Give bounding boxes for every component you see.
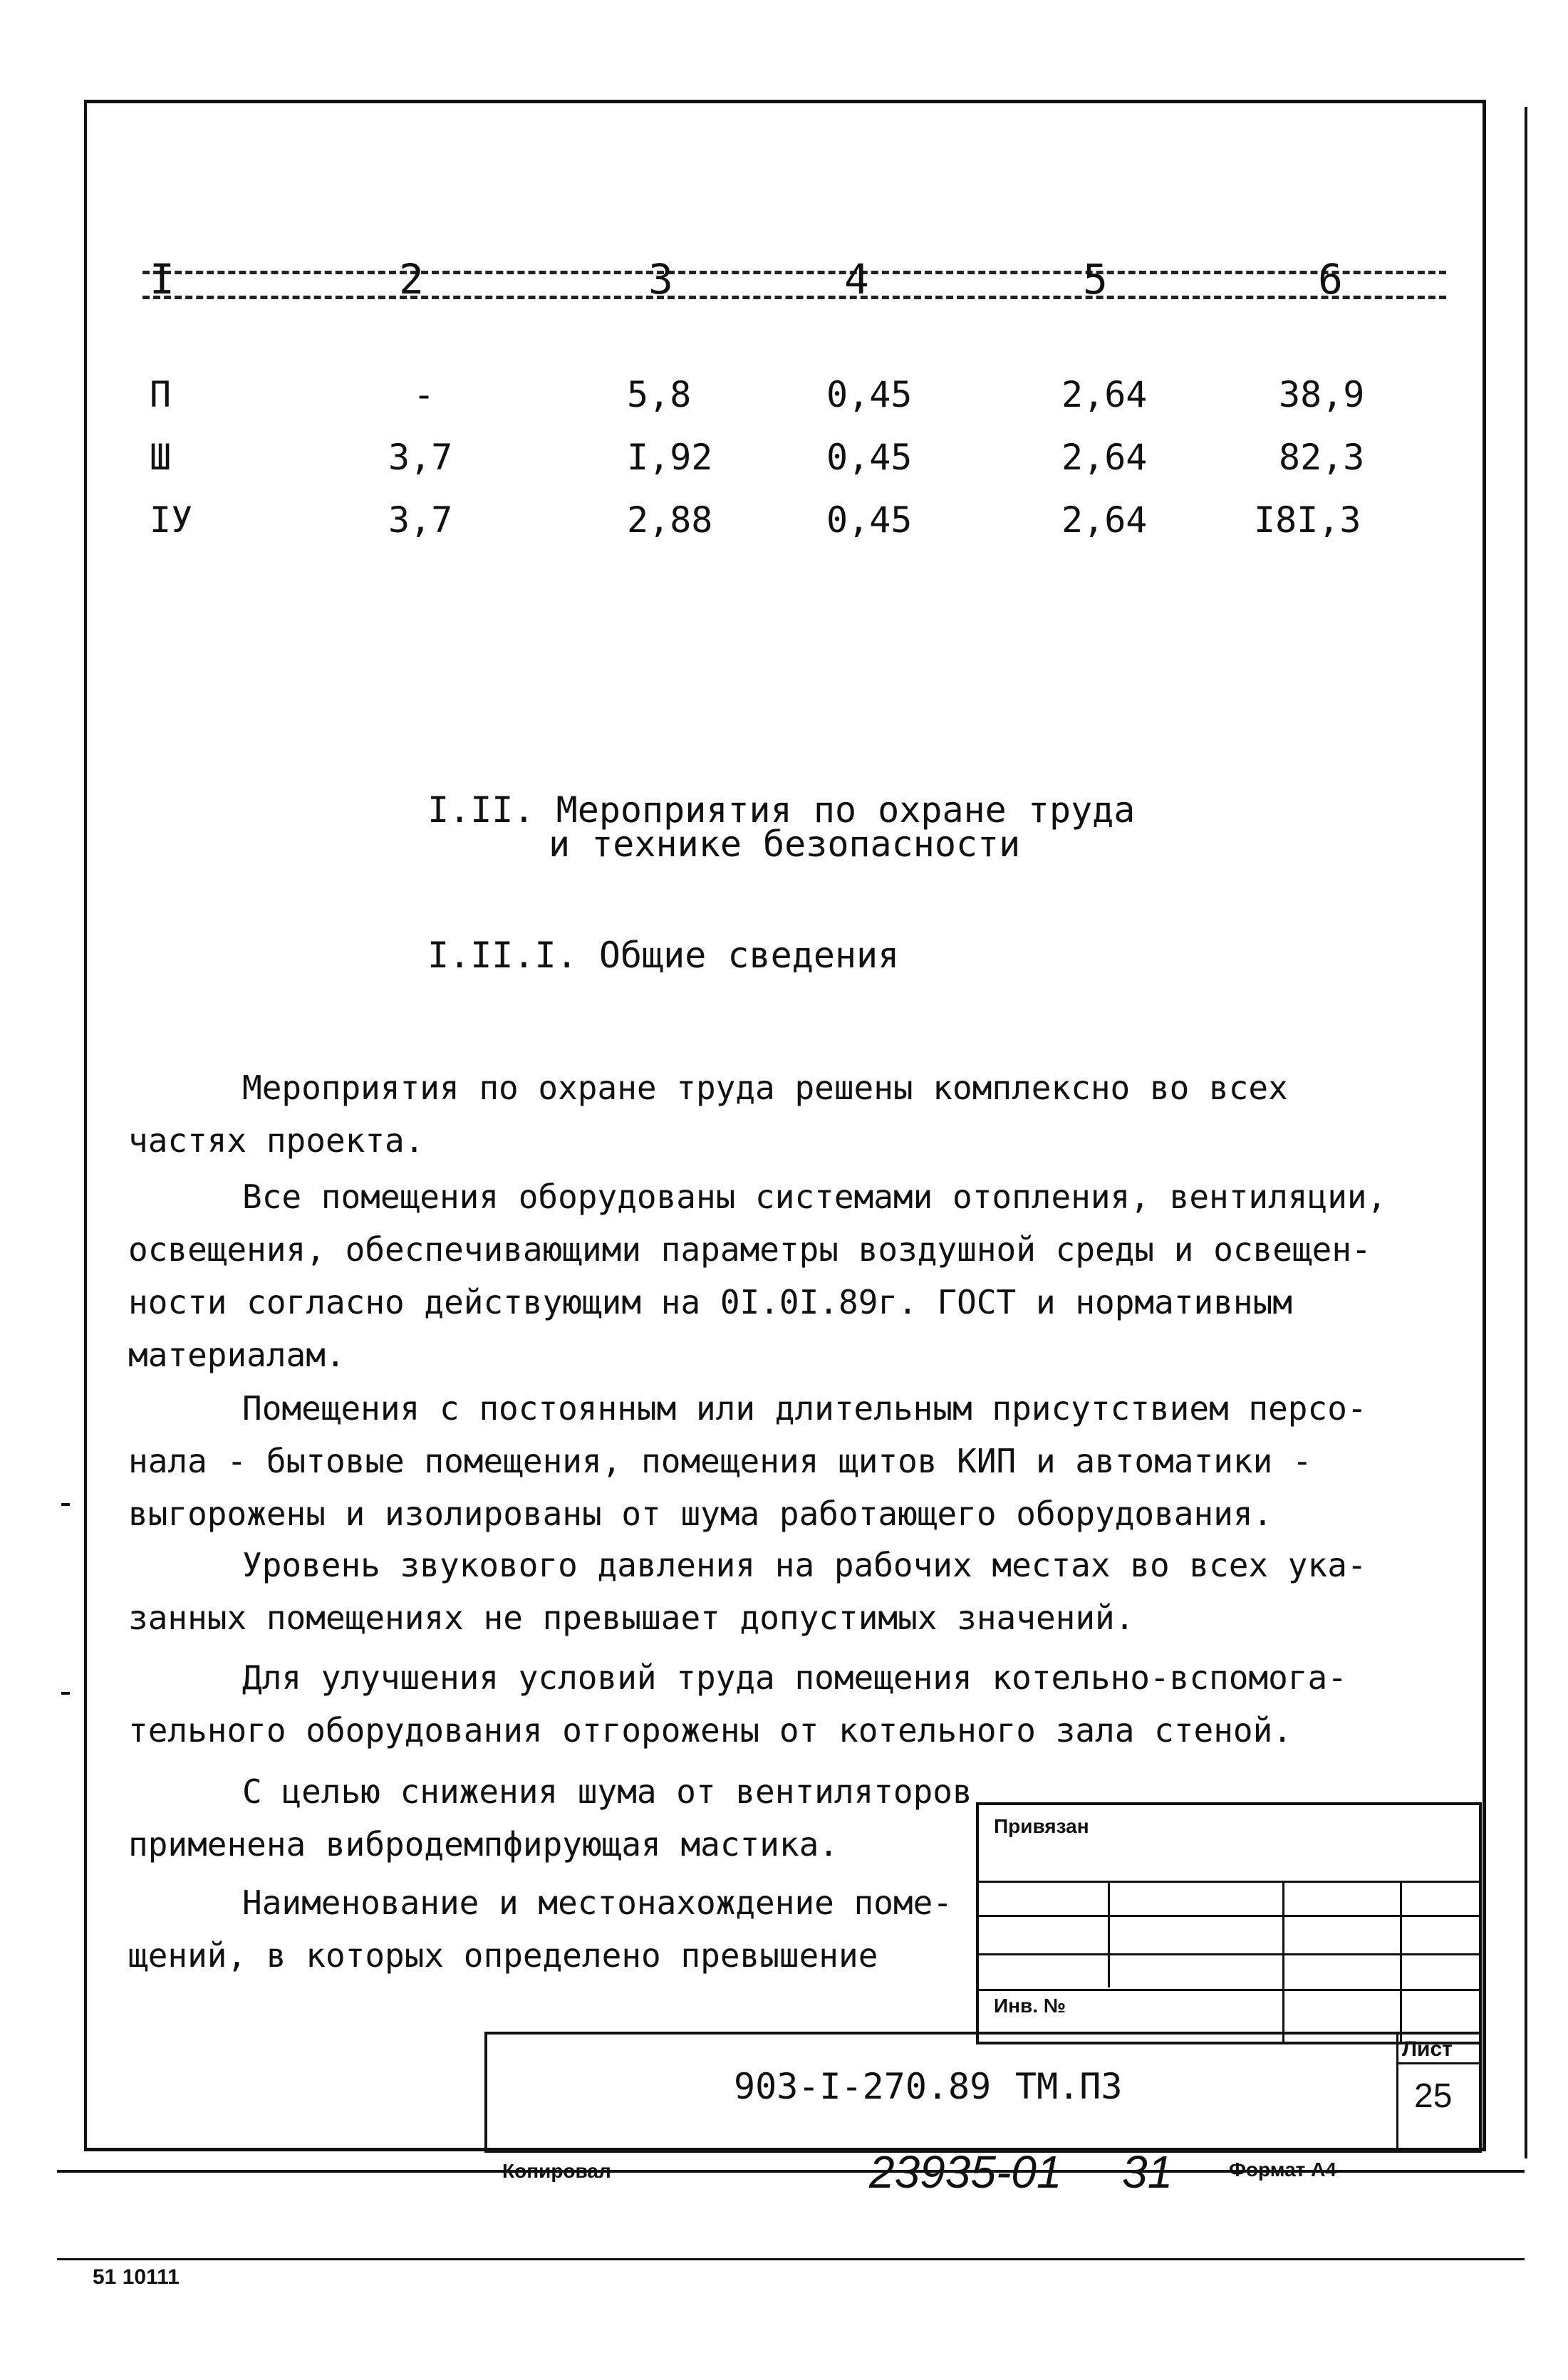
- paragraph-line: ности согласно действующим на 0I.0I.89г. ГОСТ и нормативным: [128, 1283, 1292, 1321]
- frame-edge: [1525, 107, 1527, 2158]
- paragraph: [128, 1170, 1386, 1381]
- column-header: 6: [1318, 255, 1346, 303]
- table-cell: I,92: [627, 437, 713, 478]
- order-number: 23935-01: [869, 2146, 1062, 2198]
- paragraph-line: тельного оборудования отгорожены от котельного зала стеной.: [128, 1711, 1292, 1750]
- bottom-rule: [57, 2258, 1525, 2260]
- title-block-rule: [1396, 2062, 1482, 2064]
- table-cell: 2,64: [1061, 437, 1148, 478]
- sheet-label: Лист: [1402, 2037, 1453, 2061]
- table-cell: Ш: [150, 437, 172, 478]
- table-cell: 3,7: [388, 437, 453, 478]
- paragraph-line: выгорожены и изолированы от шума работающего оборудования.: [128, 1495, 1273, 1533]
- paragraph-line: нала - бытовые помещения, помещения щитов КИП и автоматики -: [128, 1442, 1312, 1480]
- table-cell: 82,3: [1279, 437, 1365, 478]
- attached-label: Привязан: [994, 1815, 1089, 1837]
- table-cell: 0,45: [826, 374, 913, 415]
- inventory-number-label: Инв. №: [994, 1995, 1066, 2017]
- table-cell: 2,88: [627, 499, 713, 541]
- paragraph-line: занных помещениях не превышает допустимых значений.: [128, 1599, 1135, 1637]
- paragraph: [128, 1382, 1367, 1540]
- paragraph-line: освещения, обеспечивающими параметры воздушной среды и освещен-: [128, 1230, 1371, 1269]
- column-header: 4: [844, 255, 872, 303]
- stamp-rule: [976, 1989, 1482, 1991]
- table-cell: 5,8: [627, 374, 692, 415]
- column-header: I: [150, 255, 177, 303]
- table-cell: 3,7: [388, 499, 453, 541]
- paragraph: [128, 1651, 1347, 1757]
- paragraph: [128, 1765, 972, 1871]
- paragraph: [128, 1539, 1367, 1644]
- paragraph-line: Помещения с постоянным или длительным присутствием персо-: [242, 1389, 1367, 1428]
- margin-tick: [61, 1503, 70, 1506]
- copied-by-label: Копировал: [502, 2160, 611, 2182]
- table-cell: 0,45: [826, 437, 913, 478]
- document-code: 903-I-270.89: [734, 2066, 992, 2107]
- table-cell: -: [413, 374, 435, 415]
- stamp-rule: [1282, 1881, 1284, 2044]
- paragraph-line: С целью снижения шума от вентиляторов: [242, 1772, 972, 1811]
- paragraph-line: Наименование и местонахождение поме-: [242, 1883, 952, 1922]
- table-cell: 38,9: [1279, 374, 1365, 415]
- table-header-dash-bottom: [142, 296, 1446, 306]
- section-subtitle: I.II.I. Общие сведения: [427, 935, 900, 976]
- paragraph-line: применена вибродемпфирующая мастика.: [128, 1825, 838, 1864]
- margin-tick: [61, 1692, 70, 1695]
- title-block-rule: [1396, 2032, 1398, 2153]
- stamp-rule: [1108, 1881, 1110, 1987]
- sheet-number: 25: [1414, 2077, 1453, 2115]
- page-mark: 31: [1122, 2146, 1173, 2198]
- stamp-rule: [976, 1953, 1482, 1955]
- paragraph-line: Для улучшения условий труда помещения котельно-вспомога-: [242, 1658, 1347, 1697]
- stamp-rule: [976, 1881, 1482, 1883]
- column-header: 2: [399, 255, 427, 303]
- archive-code: 51 10111: [93, 2265, 180, 2289]
- table-cell: 2,64: [1061, 499, 1148, 541]
- column-header: 3: [648, 255, 676, 303]
- paragraph-line: материалам.: [128, 1336, 346, 1374]
- format-label: Формат А4: [1229, 2158, 1336, 2181]
- paragraph-line: щений, в которых определено превышение: [128, 1936, 878, 1975]
- table-cell: П: [150, 374, 172, 415]
- table-cell: I8I,3: [1254, 499, 1361, 541]
- paragraph-line: частях проекта.: [128, 1121, 425, 1160]
- stamp-rule: [1400, 1881, 1402, 2044]
- paragraph: [128, 1876, 952, 1982]
- paragraph-line: Уровень звукового давления на рабочих местах во всех ука-: [242, 1546, 1367, 1584]
- stamp-rule: [976, 1915, 1482, 1917]
- paragraph: [128, 1061, 1288, 1167]
- section-title: I.II. Мероприятия по охране труда: [427, 789, 1136, 831]
- table-cell: 0,45: [826, 499, 913, 541]
- table-cell: IУ: [150, 499, 193, 541]
- paragraph-line: Мероприятия по охране труда решены комплексно во всех: [242, 1069, 1288, 1107]
- section-title-cont: и технике безопасности: [549, 823, 1021, 865]
- table-cell: 2,64: [1061, 374, 1148, 415]
- table-header-dash-top: [142, 271, 1446, 296]
- column-header: 5: [1083, 255, 1111, 303]
- document-suffix: ТМ.ПЗ: [1015, 2066, 1123, 2107]
- paragraph-line: Все помещения оборудованы системами отопления, вентиляции,: [242, 1178, 1387, 1216]
